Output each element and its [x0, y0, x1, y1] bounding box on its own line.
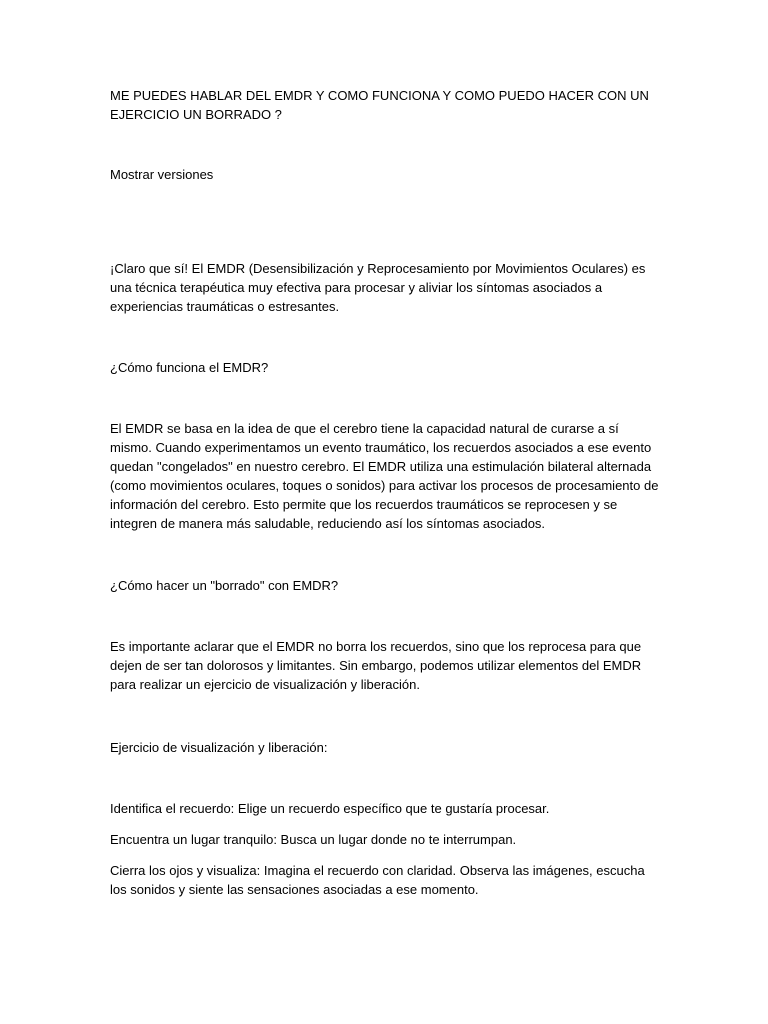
borrado-paragraph: Es importante aclarar que el EMDR no borra los recuerdos, sino que los reprocesa para que dejen de ser tan dolorosos y limitantes. Sin embargo, podemos utilizar elementos del EMDR para realizar un ejercicio de visualización y liberación. [110, 639, 642, 692]
intro-paragraph: ¡Claro que sí! El EMDR (Desensibilización y Reprocesamiento por Movimientos Oculares) es una técnica terapéutica muy efectiva para procesar y aliviar los síntomas asociados a experiencias traumáticas o estresantes. [110, 261, 646, 314]
heading-how-works: ¿Cómo funciona el EMDR? [110, 360, 269, 375]
step-item: Identifica el recuerdo: Elige un recuerdo específico que te gustaría procesar. [110, 801, 550, 816]
step-item: Encuentra un lugar tranquilo: Busca un lugar donde no te interrumpan. [110, 832, 517, 847]
step-item: Cierra los ojos y visualiza: Imagina el recuerdo con claridad. Observa las imágenes, escucha los sonidos y siente las sensaciones asociadas a ese momento. [110, 863, 645, 897]
question-text: ME PUEDES HABLAR DEL EMDR Y COMO FUNCIONA Y COMO PUEDO HACER CON UN EJERCICIO UN BORRADO ? [110, 88, 649, 122]
heading-borrado: ¿Cómo hacer un "borrado" con EMDR? [110, 578, 339, 593]
show-versions-text: Mostrar versiones [110, 167, 214, 182]
heading-exercise: Ejercicio de visualización y liberación: [110, 740, 328, 755]
how-works-paragraph: El EMDR se basa en la idea de que el cerebro tiene la capacidad natural de curarse a sí mismo. Cuando experimentamos un evento traumático, los recuerdos asociados a ese evento quedan "congelados" en nuestro cerebro. El EMDR utiliza una estimulación bilateral alternada (como movimientos oculares, toques o sonidos) para activar los procesos de procesamiento de información del cerebro. Esto permite que los recuerdos traumáticos se reprocesen y se integren de manera más saludable, reduciendo así los síntomas asociados. [110, 421, 659, 531]
